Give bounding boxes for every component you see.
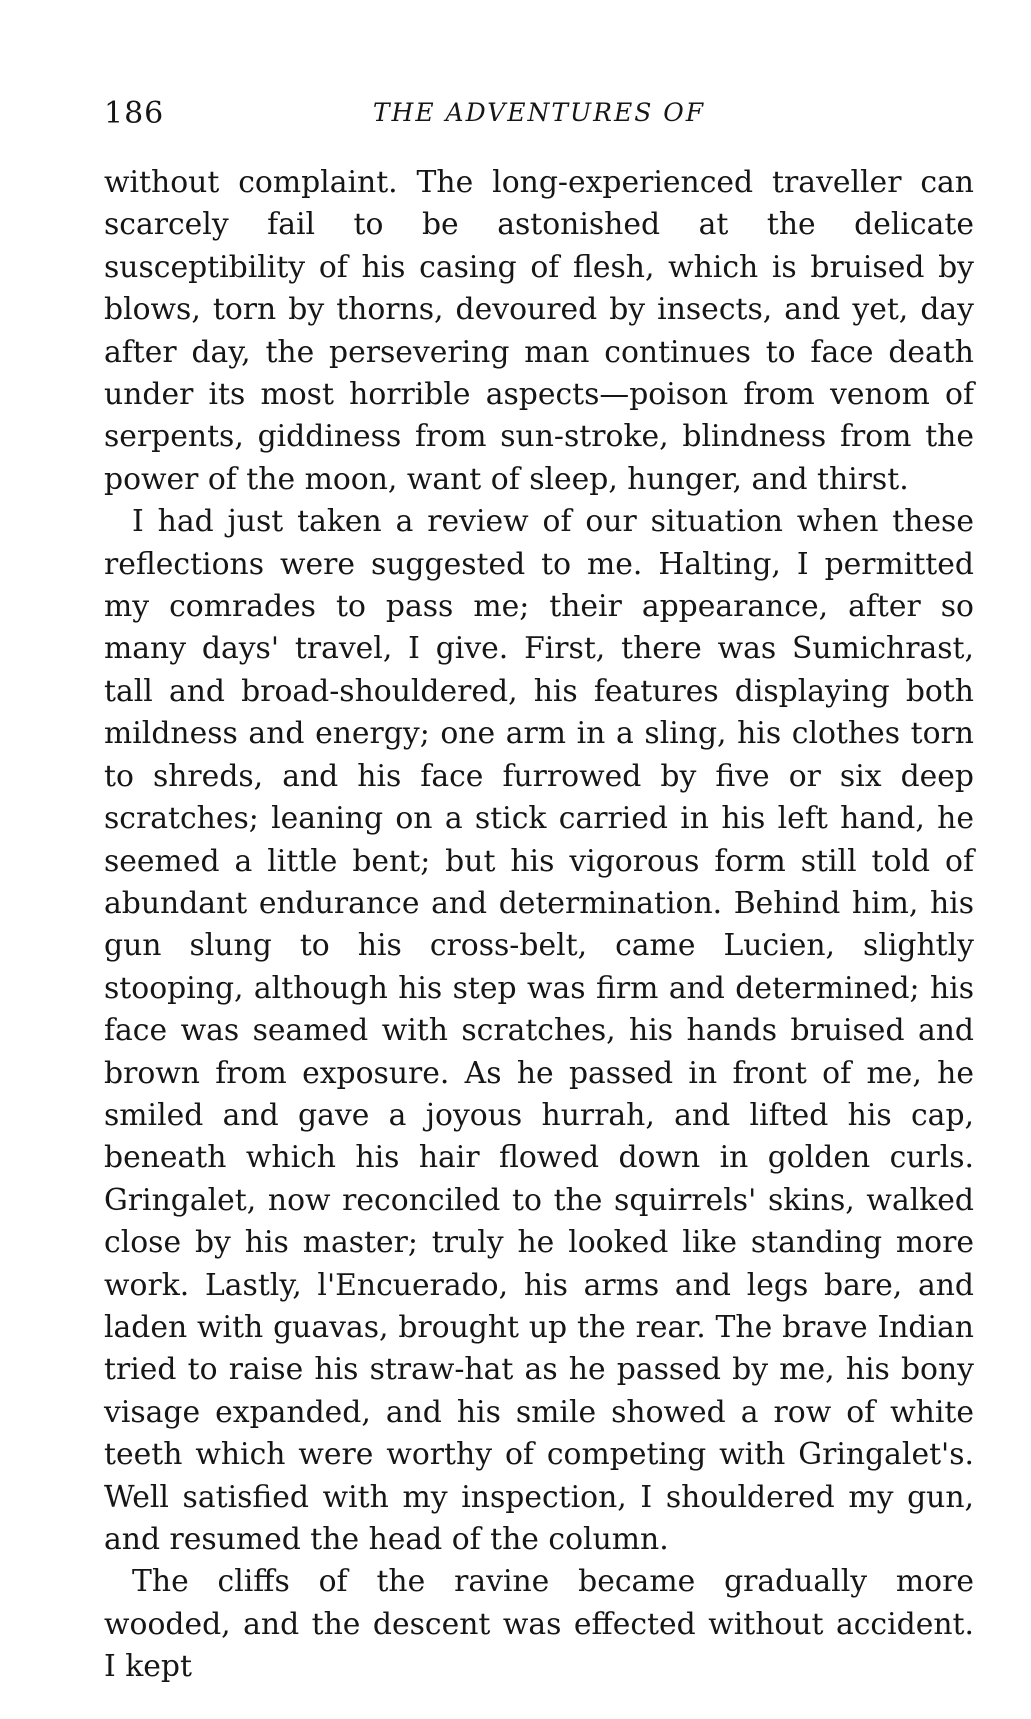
page-body <box>104 162 974 1689</box>
page-number: 186 <box>104 96 165 131</box>
paragraph-1: without complaint. The long-experienced traveller can scarcely fail to be astonished at the delicate susceptibility of his casing of flesh, which is bruised by blows, torn by thorns, devoured by insects, and yet, day after day, the persevering man continues to face death under its most horrible aspects—poison from venom of serpents, giddiness from sun-stroke, blindness from the power of the moon, want of sleep, hunger, and thirst. <box>104 165 974 497</box>
paragraph-2: I had just taken a review of our situation when these reflections were suggested to me. Halting, I permitted my comrades to pass me; their appearance, after so many days' travel, I give. First, there was Sumichrast, tall and broad-shouldered, his features displaying both mildness and energy; one arm in a sling, his clothes torn to shreds, and his face furrowed by five or six deep scratches; leaning on a stick carried in his left hand, he seemed a little bent; but his vigorous form still told of abundant endurance and determination. Behind him, his gun slung to his cross-belt, came Lucien, slightly stooping, although his step was firm and determined; his face was seamed with scratches, his hands bruised and brown from exposure. As he passed in front of me, he smiled and gave a joyous hurrah, and lifted his cap, beneath which his hair flowed down in golden curls. Gringalet, now reconciled to the squirrels' skins, walked close by his master; truly he looked like standing more work. Lastly, l'Encuerado, his arms and legs bare, and laden with guavas, brought up the rear. The brave Indian tried to raise his straw-hat as he passed by me, his bony visage expanded, and his smile showed a row of white teeth which were worthy of competing with Gringalet's. Well satisfied with my inspection, I shouldered my gun, and resumed the head of the column. <box>104 504 974 1557</box>
paragraph-3: The cliffs of the ravine became gradually more wooded, and the descent was effected without accident. I kept <box>104 1564 974 1685</box>
page-header <box>104 96 974 140</box>
running-title: THE ADVENTURES OF <box>372 98 706 127</box>
book-page <box>104 96 974 1689</box>
